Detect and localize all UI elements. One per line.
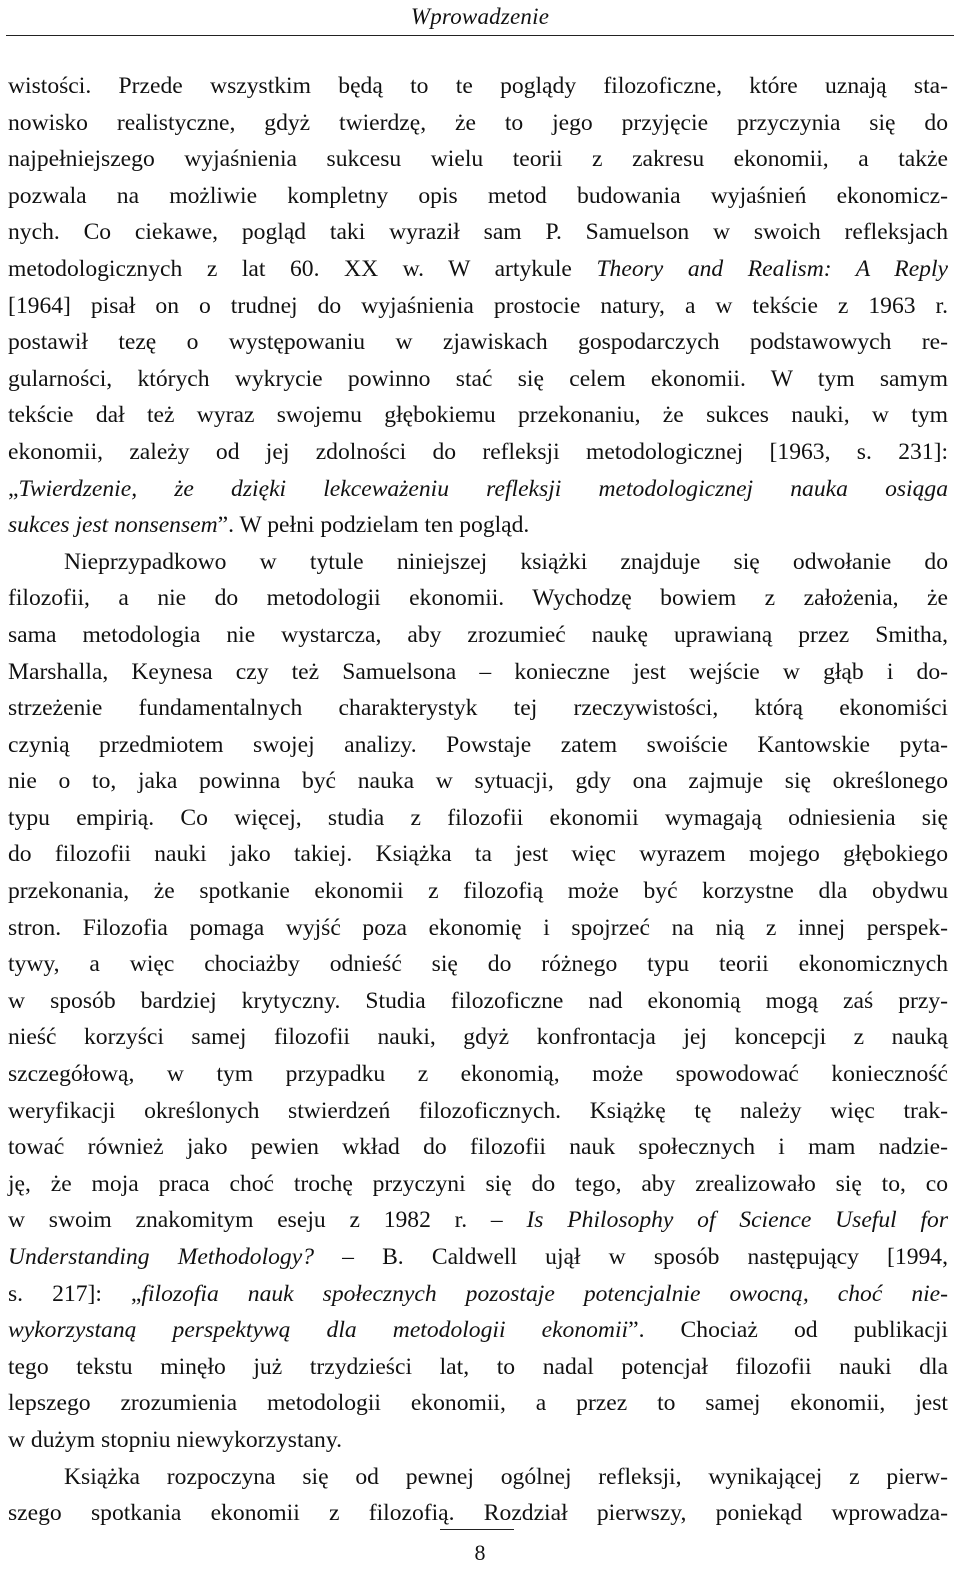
text-line — [8, 434, 948, 471]
text-run: filozofii, a nie do metodologii ekonomii. Wychodzę bowiem z założenia, że — [8, 585, 948, 612]
text-line — [8, 251, 948, 288]
text-line — [8, 1349, 948, 1386]
text-run: „ — [8, 475, 19, 502]
text-line — [8, 544, 948, 581]
text-line — [8, 1385, 948, 1422]
text-run: pozwala na możliwie kompletny opis metod budowania wyjaśnień ekonomicz- — [8, 182, 948, 209]
italic-text: Understanding Methodology? — [8, 1244, 314, 1270]
text-run: tego tekstu minęło już trzydzieści lat, to nadal potencjał filozofii nauki dla — [8, 1353, 948, 1380]
text-line — [8, 1239, 948, 1276]
text-line — [8, 1056, 948, 1093]
text-run: s. 217]: „ — [8, 1280, 142, 1307]
running-header-title: Wprowadzenie — [410, 4, 550, 29]
text-run: w swoim znakomitym eseju z 1982 r. – — [8, 1207, 527, 1234]
text-line — [8, 105, 948, 142]
text-run: tywy, a więc chociażby odnieść się do różnego typu teorii ekonomicznych — [8, 951, 948, 978]
text-line — [8, 324, 948, 361]
text-run: tować również jako pewien wkład do filozofii nauk społecznych i mam nadzie- — [8, 1134, 948, 1161]
text-run: ”. W pełni podzielam ten pogląd. — [217, 512, 530, 539]
text-run: lepszego zrozumienia metodologii ekonomii, a przez to samej ekonomii, jest — [8, 1390, 948, 1417]
text-line — [8, 983, 948, 1020]
text-run: szego spotkania ekonomii z filozofią. Rozdział pierwszy, poniekąd wprowadza- — [8, 1500, 948, 1527]
text-line — [8, 1495, 948, 1532]
text-run: strzeżenie fundamentalnych charakterystyk tej rzeczywistości, którą ekonomiści — [8, 695, 948, 722]
italic-text: Is Philosophy of Science Useful for — [526, 1207, 948, 1234]
text-line — [8, 68, 948, 105]
text-line — [8, 1166, 948, 1203]
text-line — [8, 397, 948, 434]
text-line — [8, 507, 948, 544]
paragraph — [8, 544, 948, 1459]
text-run: szczegółową, w tym przypadku z ekonomią, może spowodować konieczność — [8, 1061, 948, 1088]
text-run: gularności, których wykrycie powinno stać się celem ekonomii. W tym samym — [8, 365, 948, 392]
text-run: nych. Co ciekawe, pogląd taki wyraził sam P. Samuelson w swoich refleksjach — [8, 219, 948, 246]
text-line — [8, 836, 948, 873]
text-line — [8, 1093, 948, 1130]
header-rule — [6, 35, 954, 36]
text-run: do filozofii nauki jako takiej. Książka ta jest więc wyrazem mojego głębokiego — [8, 841, 948, 868]
footer-rule — [440, 1529, 514, 1530]
text-line — [8, 1129, 948, 1166]
text-line — [8, 690, 948, 727]
text-run: ję, że moja praca choć trochę przyczyni się do tego, aby zrealizowało się to, co — [8, 1170, 948, 1197]
text-line — [8, 361, 948, 398]
text-line — [8, 1312, 948, 1349]
italic-text: filozofia nauk społecznych pozostaje potencjalnie owocną, choć nie- — [141, 1280, 949, 1307]
text-run: typu empirią. Co więcej, studia z filozofii ekonomii wymagają odniesienia się — [8, 804, 948, 831]
paragraph — [8, 1459, 948, 1532]
text-line — [8, 288, 948, 325]
text-line — [8, 1276, 948, 1313]
text-line — [8, 214, 948, 251]
italic-text: Twierdzenie, że dzięki lekceważeniu refleksji metodologicznej nauka osiąga — [18, 475, 948, 502]
text-run: czynią przedmiotem swojej analizy. Powstaje zatem swoiście Kantowskie pyta- — [8, 731, 948, 758]
text-line — [8, 1202, 948, 1239]
text-line — [8, 910, 948, 947]
text-run: tekście dał też wyraz swojemu głębokiemu przekonaniu, że sukces nauki, w tym — [8, 402, 948, 429]
text-run: w sposób bardziej krytyczny. Studia filozoficzne nad ekonomią mogą zaś przy- — [8, 987, 948, 1014]
paragraph — [8, 68, 948, 544]
text-run: ekonomii, zależy od jej zdolności do refleksji metodologicznej [1963, s. 231]: — [8, 438, 948, 465]
text-run: Nieprzypadkowo w tytule niniejszej książki znajduje się odwołanie do — [64, 548, 948, 575]
text-run: wistości. Przede wszystkim będą to te poglądy filozoficzne, które uznają sta- — [8, 73, 948, 99]
text-run: postawił tezę o występowaniu w zjawiskach gospodarczych podstawowych re- — [8, 329, 948, 356]
text-line — [8, 141, 948, 178]
text-line — [8, 580, 948, 617]
text-run: ”. Chociaż od publikacji — [628, 1317, 948, 1344]
text-run: Marshalla, Keynesa czy też Samuelsona – konieczne jest wejście w głąb i do- — [8, 658, 948, 685]
text-run: [1964] pisał on o trudnej do wyjaśnienia prostocie natury, a w tekście z 1963 r. — [8, 292, 948, 319]
text-line — [8, 617, 948, 654]
text-line — [8, 178, 948, 215]
text-line — [8, 1422, 948, 1459]
italic-text: sukces jest nonsensem — [8, 512, 218, 539]
text-run: w dużym stopniu niewykorzystany. — [8, 1426, 342, 1453]
italic-text: Theory and Realism: A Reply — [596, 255, 949, 282]
text-line — [8, 1459, 948, 1496]
text-run: weryfikacji określonych stwierdzeń filozoficznych. Książkę tę należy więc trak- — [8, 1097, 948, 1124]
page-number: 8 — [474, 1540, 486, 1565]
text-run: najpełniejszego wyjaśnienia sukcesu wielu teorii z zakresu ekonomii, a także — [8, 146, 948, 173]
text-run: nie o to, jaka powinna być nauka w sytuacji, gdy ona zajmuje się określonego — [8, 768, 948, 795]
text-line — [8, 727, 948, 764]
text-line — [8, 1019, 948, 1056]
text-run: nowisko realistyczne, gdyż twierdzę, że to jego przyjęcie przyczynia się do — [8, 109, 948, 136]
text-line — [8, 471, 948, 508]
italic-text: wykorzystaną perspektywą dla metodologii ekonomii — [8, 1317, 629, 1344]
page-body — [8, 68, 948, 1532]
text-line — [8, 654, 948, 691]
text-line — [8, 763, 948, 800]
text-run: – B. Caldwell ujął w sposób następujący [1994, — [314, 1244, 948, 1270]
text-run: metodologicznych z lat 60. XX w. W artykule — [8, 255, 597, 282]
text-line — [8, 873, 948, 910]
text-run: nieść korzyści samej filozofii nauki, gdyż konfrontacja jej koncepcji z nauką — [8, 1024, 948, 1051]
text-line — [8, 800, 948, 837]
text-run: sama metodologia nie wystarcza, aby zrozumieć naukę uprawianą przez Smitha, — [8, 621, 948, 648]
text-line — [8, 946, 948, 983]
text-run: stron. Filozofia pomaga wyjść poza ekonomię i spojrzeć na nią z innej perspek- — [8, 914, 948, 941]
text-run: Książka rozpoczyna się od pewnej ogólnej refleksji, wynikającej z pierw- — [64, 1463, 948, 1490]
text-run: przekonania, że spotkanie ekonomii z filozofią może być korzystne dla obydwu — [8, 878, 948, 905]
